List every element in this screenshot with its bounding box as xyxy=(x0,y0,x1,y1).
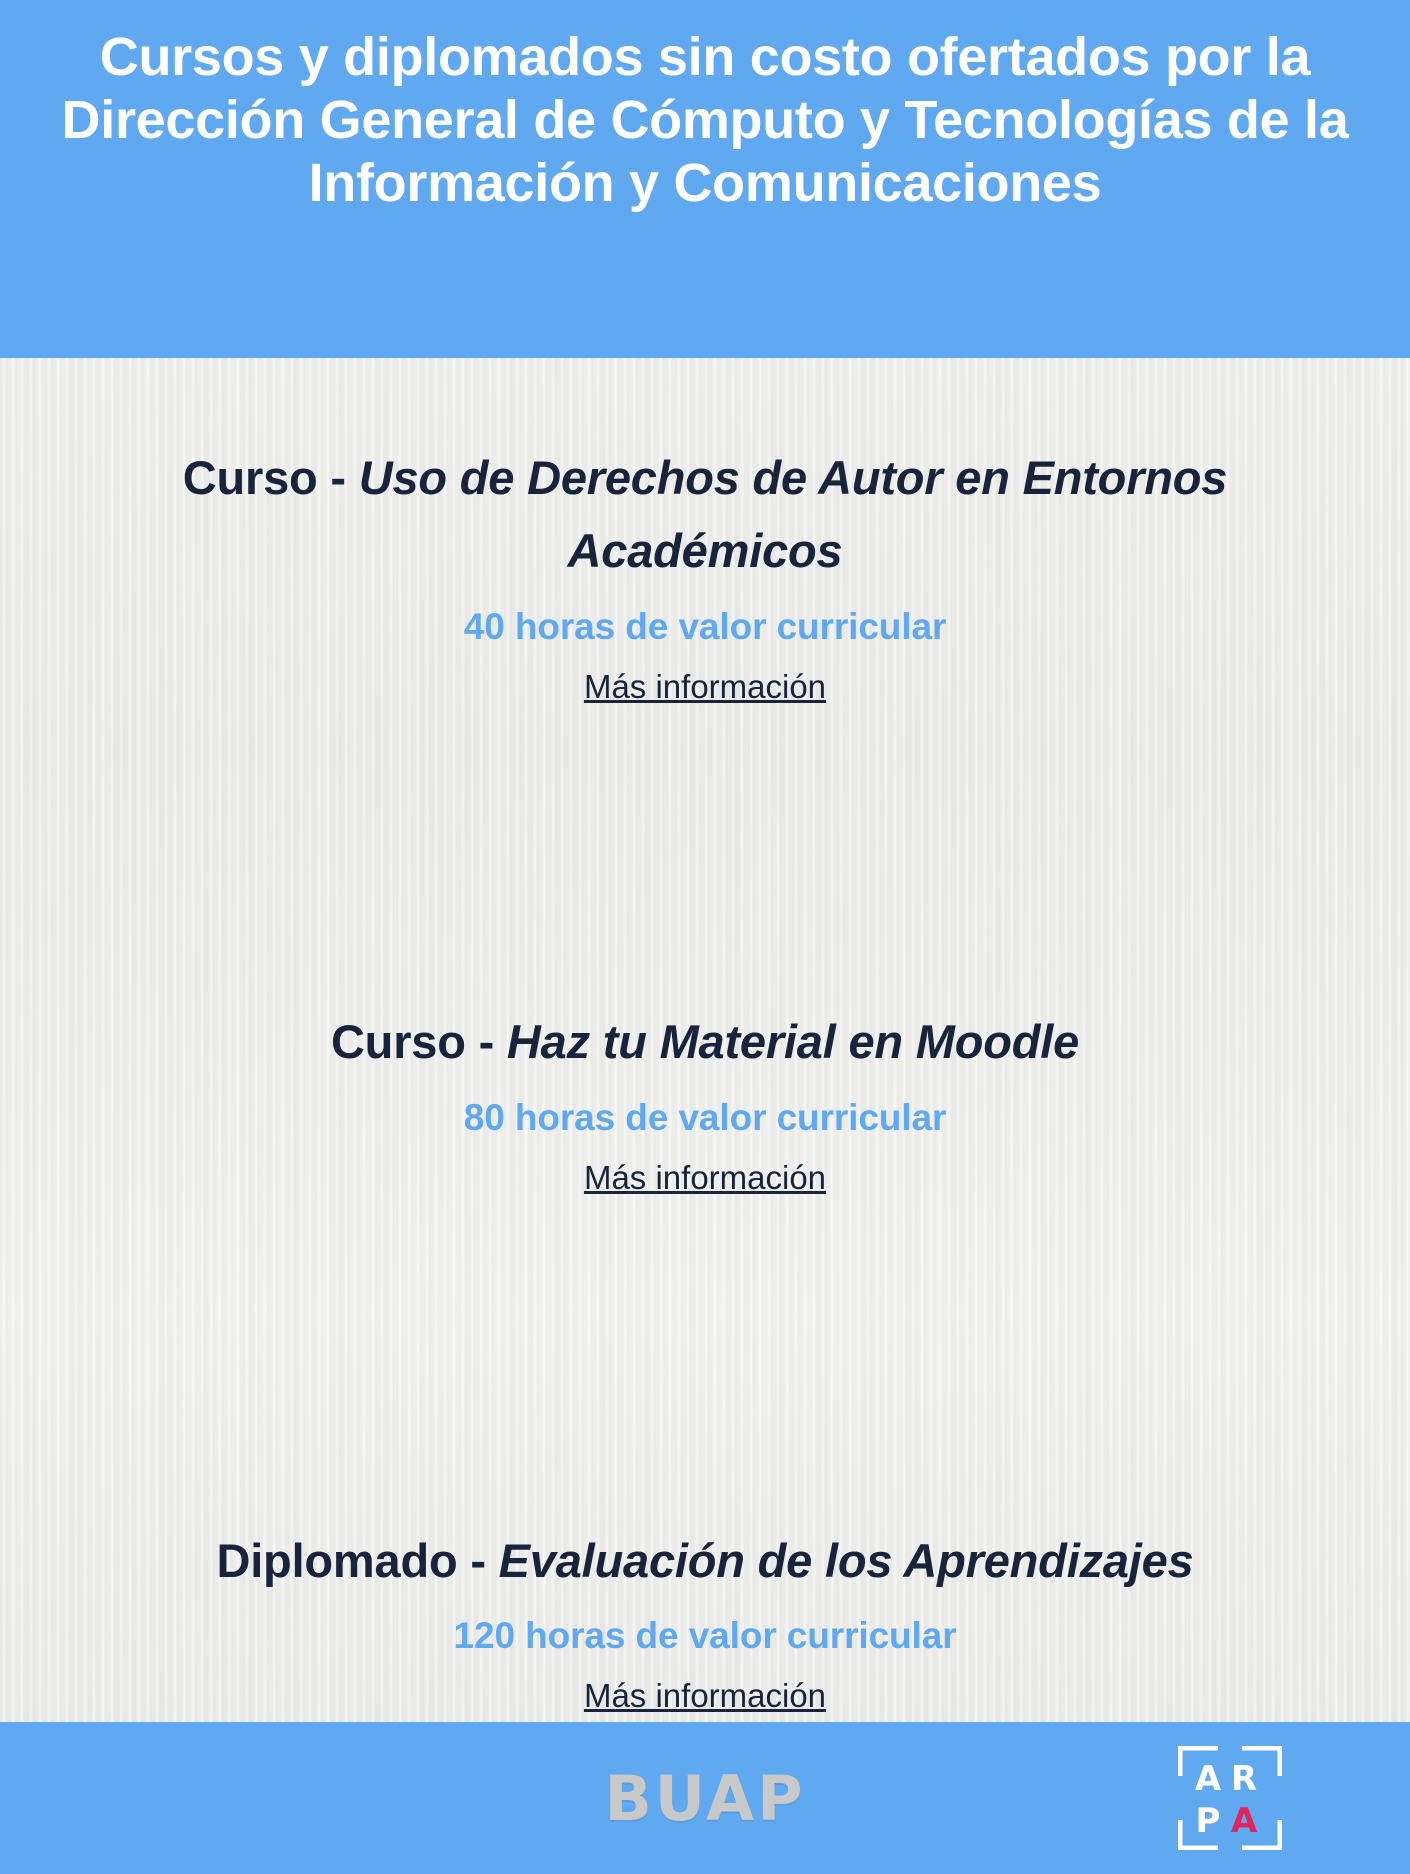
course-item xyxy=(0,1006,1410,1197)
more-info-link[interactable]: Más información xyxy=(583,667,827,705)
course-hours: 80 horas de valor curricular xyxy=(463,1096,947,1138)
course-list xyxy=(0,358,1410,1722)
more-info-link[interactable]: Más información xyxy=(583,1158,827,1196)
course-name: Evaluación de los Aprendizajes xyxy=(498,1533,1194,1587)
more-info-link[interactable]: Más información xyxy=(583,1677,827,1715)
course-kind: Curso - xyxy=(330,1014,507,1068)
arpa-logo-icon xyxy=(1178,1746,1282,1850)
svg-text:A: A xyxy=(1230,1801,1258,1841)
course-hours: 120 horas de valor curricular xyxy=(453,1615,957,1657)
course-kind: Curso - xyxy=(182,451,359,504)
poster-header xyxy=(0,0,1410,358)
course-title xyxy=(120,442,1290,588)
svg-text:R: R xyxy=(1230,1759,1258,1799)
svg-text:P: P xyxy=(1195,1801,1221,1841)
course-name: Haz tu Material en Moodle xyxy=(506,1014,1080,1068)
poster-footer xyxy=(0,1722,1410,1874)
course-item xyxy=(0,442,1410,706)
course-kind: Diplomado - xyxy=(216,1533,499,1587)
svg-text:A: A xyxy=(1194,1759,1222,1799)
course-hours: 40 horas de valor curricular xyxy=(463,605,947,647)
page-title: Cursos y diplomados sin costo ofertados por la Dirección General de Cómputo y Tecnologías de la Información y Comunicaciones xyxy=(61,27,1349,214)
course-title xyxy=(120,1006,1290,1079)
course-name: Uso de Derechos de Autor en Entornos Académicos xyxy=(358,451,1228,577)
course-title xyxy=(120,1525,1290,1598)
buap-logo: BUAP xyxy=(604,1761,806,1835)
course-item xyxy=(0,1525,1410,1716)
